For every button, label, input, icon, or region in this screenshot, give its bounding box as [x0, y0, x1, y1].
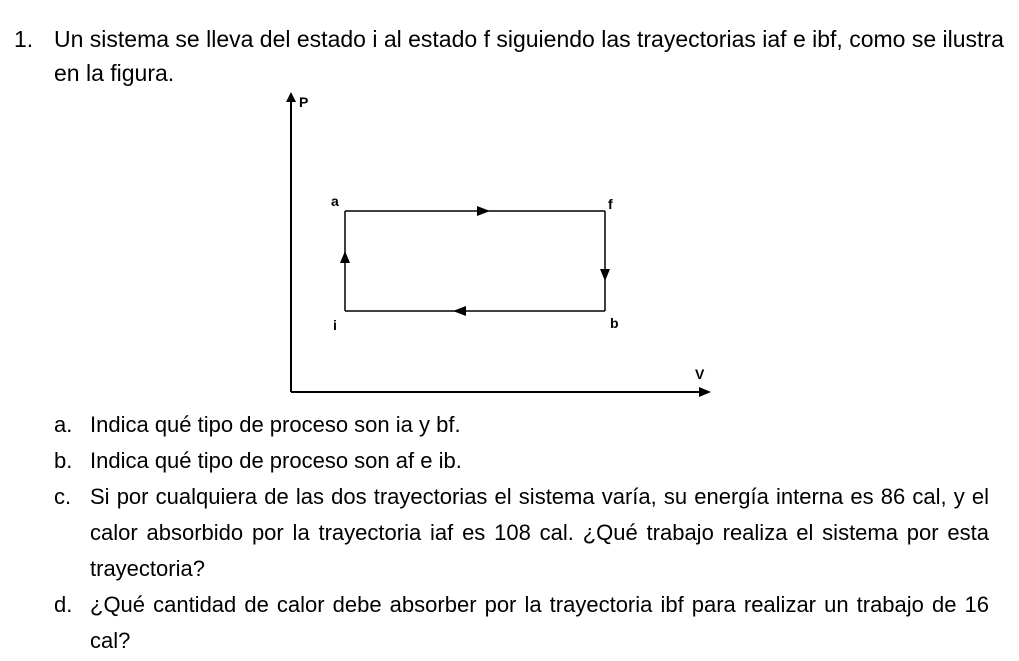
question-list — [54, 407, 989, 659]
question-item-a — [54, 407, 989, 443]
arrow-right-af — [477, 206, 490, 216]
arrow-left-bi — [453, 306, 466, 316]
axis-y-label: P — [299, 94, 309, 110]
question-letter: b. — [54, 448, 73, 473]
axis-x-label: V — [695, 366, 705, 382]
question-letter: c. — [54, 484, 72, 509]
question-text: Si por cualquiera de las dos trayectorias el sistema varía, su energía interna es 86 cal, y el calor absorbido por la trayectoria iaf es 108 cal. ¿Qué trabajo realiza el sistema por esta trayectoria? — [90, 484, 989, 581]
arrow-down-fb — [600, 269, 610, 281]
problem-statement — [14, 22, 1004, 90]
arrow-up-ia — [340, 251, 350, 263]
problem-number: 1. — [14, 26, 34, 52]
y-axis-arrow — [286, 92, 296, 102]
question-item-d — [54, 587, 989, 659]
point-label-b: b — [610, 315, 619, 331]
point-label-i: i — [333, 317, 337, 333]
question-text: Indica qué tipo de proceso son ia y bf. — [90, 412, 461, 437]
problem-text: Un sistema se lleva del estado i al estado f siguiendo las trayectorias iaf e ibf, como se ilustra en la figura. — [54, 26, 1004, 86]
question-text: ¿Qué cantidad de calor debe absorber por la trayectoria ibf para realizar un trabajo de 16 cal? — [90, 592, 989, 653]
question-text: Indica qué tipo de proceso son af e ib. — [90, 448, 462, 473]
x-axis-arrow — [699, 387, 711, 397]
pv-diagram — [270, 88, 730, 403]
point-label-f: f — [608, 196, 613, 212]
question-letter: a. — [54, 412, 73, 437]
question-letter: d. — [54, 592, 73, 617]
question-item-c — [54, 479, 989, 587]
point-label-a: a — [331, 193, 339, 209]
question-item-b — [54, 443, 989, 479]
